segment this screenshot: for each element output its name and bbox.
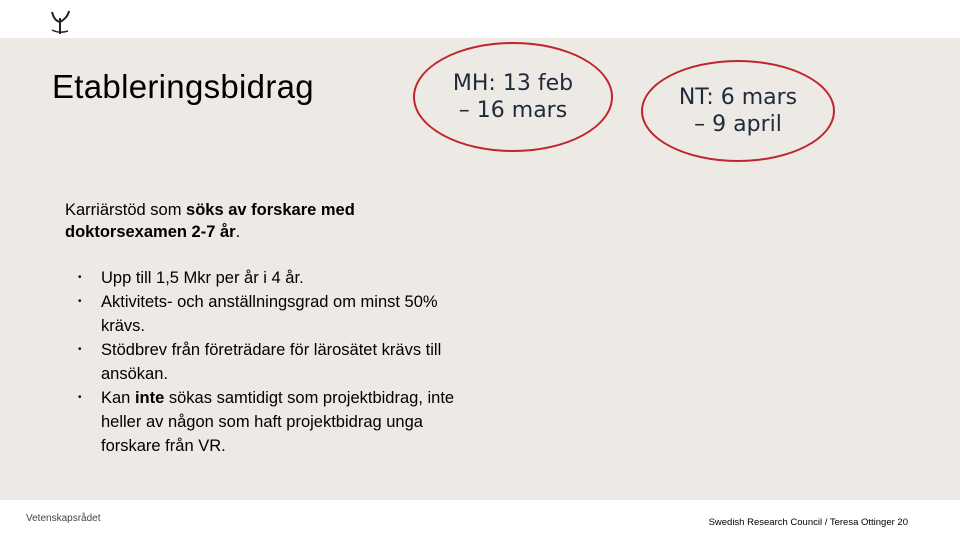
list-item: [78, 266, 478, 290]
list-item: [78, 386, 478, 458]
nt-deadline-text: NT: 6 mars – 9 april: [678, 84, 798, 137]
bullet-dot: •: [78, 272, 82, 283]
top-bar: [0, 0, 960, 38]
slide-title: Etableringsbidrag: [52, 68, 314, 105]
footer-org-name: Vetenskapsrådet: [26, 513, 101, 524]
bullet-text: Upp till 1,5 Mkr per år i 4 år.: [101, 269, 304, 287]
footer-credit: Swedish Research Council / Teresa Ottinger 20: [708, 517, 908, 528]
intro-text-start: Karriärstöd som: [65, 201, 187, 219]
bullet-text: Stödbrev från företrädare för lärosätet krävs till ansökan.: [101, 341, 442, 383]
nt-deadline-oval: [641, 60, 835, 162]
list-item: [78, 338, 478, 386]
bullet-dot: •: [78, 344, 82, 355]
mh-deadline-oval: [413, 42, 613, 152]
bullet-list: [78, 266, 478, 458]
bullet-text-post: sökas samtidigt som projektbidrag, inte heller av någon som haft projektbidrag unga forskare från VR.: [101, 389, 455, 455]
vr-sprout-logo-icon: [48, 8, 74, 36]
bullet-dot: •: [78, 392, 82, 403]
bullet-text-pre: Kan: [101, 389, 135, 407]
intro-paragraph: [65, 199, 425, 243]
bullet-text-bold: inte: [134, 389, 165, 407]
list-item: [78, 290, 478, 338]
intro-text-bold: söks av forskare med doktorsexamen 2-7 år: [65, 201, 355, 241]
bullet-dot: •: [78, 296, 82, 307]
intro-text-end: .: [235, 223, 241, 241]
mh-deadline-text: MH: 13 feb – 16 mars: [452, 70, 574, 123]
bullet-text: Aktivitets- och anställningsgrad om minst 50% krävs.: [101, 293, 438, 335]
